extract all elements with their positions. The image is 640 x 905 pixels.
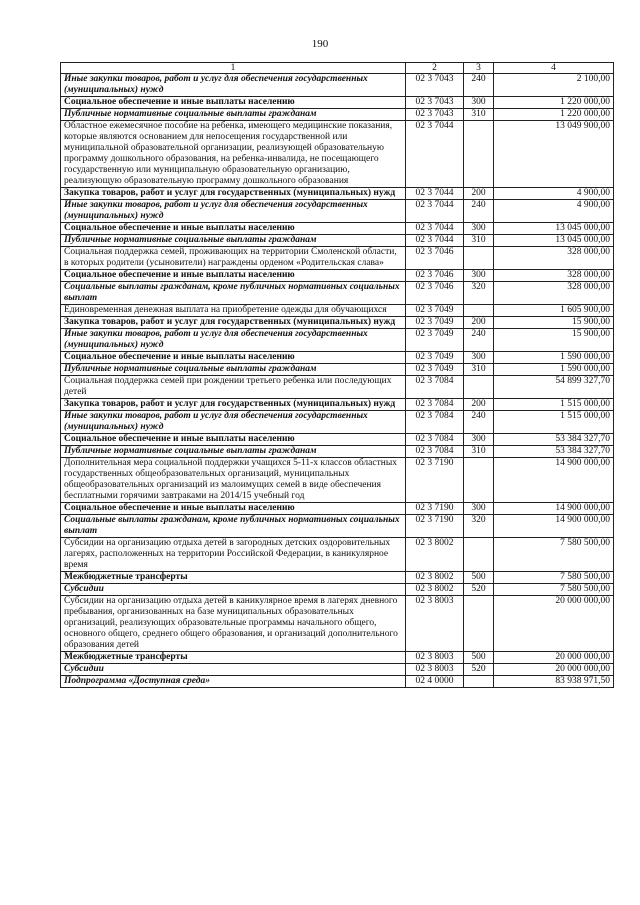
row-type: 300	[464, 503, 494, 515]
budget-table	[60, 62, 614, 688]
row-code: 02 3 7049	[406, 305, 464, 317]
row-type	[464, 376, 494, 399]
row-code: 02 3 7043	[406, 109, 464, 121]
row-sum: 83 938 971,50	[494, 676, 614, 688]
row-sum: 20 000 000,00	[494, 664, 614, 676]
row-type: 300	[464, 97, 494, 109]
table-row	[61, 399, 614, 411]
row-name: Закупка товаров, работ и услуг для государственных (муниципальных) нужд	[61, 399, 406, 411]
row-name: Социальное обеспечение и иные выплаты населению	[61, 223, 406, 235]
table-row	[61, 270, 614, 282]
row-sum: 13 045 000,00	[494, 235, 614, 247]
table-row	[61, 364, 614, 376]
table-row	[61, 664, 614, 676]
row-name: Дополнительная мера социальной поддержки учащихся 5-11-х классов областных государственных общеобразовательных организаций, муниципальных общеобразовательных организаций из малоимущих семей в виде обеспечения бесплатными горячими завтраками на 2014/15 учебный год	[61, 458, 406, 503]
row-name: Социальное обеспечение и иные выплаты населению	[61, 270, 406, 282]
row-sum: 7 580 500,00	[494, 572, 614, 584]
table-header	[61, 63, 614, 74]
row-name: Иные закупки товаров, работ и услуг для обеспечения государственных (муниципальных) нужд	[61, 74, 406, 97]
row-code: 02 3 7084	[406, 399, 464, 411]
row-code: 02 3 7044	[406, 223, 464, 235]
table-row	[61, 305, 614, 317]
table-row	[61, 317, 614, 329]
row-sum: 20 000 000,00	[494, 596, 614, 652]
row-name: Социальное обеспечение и иные выплаты населению	[61, 352, 406, 364]
row-code: 02 3 7084	[406, 446, 464, 458]
row-name: Субсидии	[61, 664, 406, 676]
row-code: 02 3 7044	[406, 235, 464, 247]
row-name: Единовременная денежная выплата на приобретение одежды для обучающихся	[61, 305, 406, 317]
table-row	[61, 247, 614, 270]
table-row	[61, 458, 614, 503]
row-name: Закупка товаров, работ и услуг для государственных (муниципальных) нужд	[61, 317, 406, 329]
table-body	[61, 74, 614, 688]
row-code: 02 3 7043	[406, 97, 464, 109]
row-sum: 4 900,00	[494, 200, 614, 223]
row-sum: 14 900 000,00	[494, 515, 614, 538]
row-sum: 53 384 327,70	[494, 446, 614, 458]
row-type	[464, 305, 494, 317]
table-row	[61, 74, 614, 97]
row-sum: 1 220 000,00	[494, 97, 614, 109]
header-col-4: 4	[494, 63, 614, 74]
row-name: Публичные нормативные социальные выплаты гражданам	[61, 364, 406, 376]
row-code: 02 4 0000	[406, 676, 464, 688]
row-type: 300	[464, 434, 494, 446]
table-row	[61, 572, 614, 584]
row-name: Социальная поддержка семей, проживающих на территории Смоленской области, в которых родители (усыновители) награждены орденом «Родительская слава»	[61, 247, 406, 270]
row-sum: 20 000 000,00	[494, 652, 614, 664]
row-sum: 2 100,00	[494, 74, 614, 97]
row-type: 500	[464, 652, 494, 664]
table-row	[61, 200, 614, 223]
table-row	[61, 503, 614, 515]
row-sum: 15 900,00	[494, 317, 614, 329]
row-name: Социальное обеспечение и иные выплаты населению	[61, 503, 406, 515]
row-sum: 7 580 500,00	[494, 538, 614, 572]
header-col-1: 1	[61, 63, 406, 74]
row-name: Социальное обеспечение и иные выплаты населению	[61, 434, 406, 446]
row-sum: 1 515 000,00	[494, 411, 614, 434]
row-code: 02 3 7190	[406, 458, 464, 503]
row-code: 02 3 8003	[406, 664, 464, 676]
row-sum: 13 049 900,00	[494, 121, 614, 188]
row-code: 02 3 7046	[406, 270, 464, 282]
table-row	[61, 538, 614, 572]
row-code: 02 3 7044	[406, 121, 464, 188]
row-type	[464, 596, 494, 652]
row-code: 02 3 8003	[406, 596, 464, 652]
row-sum: 13 045 000,00	[494, 223, 614, 235]
row-name: Закупка товаров, работ и услуг для государственных (муниципальных) нужд	[61, 188, 406, 200]
row-sum: 54 899 327,70	[494, 376, 614, 399]
row-sum: 1 515 000,00	[494, 399, 614, 411]
row-type: 300	[464, 270, 494, 282]
row-name: Социальное обеспечение и иные выплаты населению	[61, 97, 406, 109]
row-type: 240	[464, 411, 494, 434]
row-code: 02 3 7049	[406, 364, 464, 376]
row-type: 310	[464, 364, 494, 376]
table-row	[61, 121, 614, 188]
row-type: 200	[464, 399, 494, 411]
header-row	[61, 63, 614, 74]
row-name: Публичные нормативные социальные выплаты гражданам	[61, 235, 406, 247]
row-type: 300	[464, 352, 494, 364]
row-sum: 7 580 500,00	[494, 584, 614, 596]
row-type	[464, 121, 494, 188]
row-type: 240	[464, 200, 494, 223]
row-name: Социальные выплаты гражданам, кроме публичных нормативных социальных выплат	[61, 515, 406, 538]
row-name: Субсидии на организацию отдыха детей в загородных детских оздоровительных лагерях, расположенных на территории Российской Федерации, в каникулярное время	[61, 538, 406, 572]
row-sum: 328 000,00	[494, 270, 614, 282]
row-type	[464, 538, 494, 572]
row-code: 02 3 7049	[406, 329, 464, 352]
row-type: 200	[464, 188, 494, 200]
row-type: 500	[464, 572, 494, 584]
row-code: 02 3 7046	[406, 282, 464, 305]
row-name: Областное ежемесячное пособие на ребенка, имеющего медицинские показания, которые являются основанием для непосещения государственной или муниципальной образовательной организации, реализующей образовательную программу дошкольного образования, на ребенка-инвалида, не посещающего государственную или муниципальную образовательную организацию, реализующую образовательную программу дошкольного образования	[61, 121, 406, 188]
row-type: 320	[464, 515, 494, 538]
row-sum: 1 590 000,00	[494, 352, 614, 364]
row-type: 320	[464, 282, 494, 305]
row-code: 02 3 7084	[406, 411, 464, 434]
row-sum: 14 900 000,00	[494, 503, 614, 515]
row-type: 200	[464, 317, 494, 329]
table-row	[61, 223, 614, 235]
table-row	[61, 652, 614, 664]
row-name: Межбюджетные трансферты	[61, 572, 406, 584]
header-col-2: 2	[406, 63, 464, 74]
table-row	[61, 235, 614, 247]
row-name: Социальная поддержка семей при рождении третьего ребенка или последующих детей	[61, 376, 406, 399]
row-sum: 4 900,00	[494, 188, 614, 200]
table-row	[61, 411, 614, 434]
row-sum: 53 384 327,70	[494, 434, 614, 446]
row-code: 02 3 7049	[406, 317, 464, 329]
row-sum: 15 900,00	[494, 329, 614, 352]
row-name: Публичные нормативные социальные выплаты гражданам	[61, 446, 406, 458]
row-name: Социальные выплаты гражданам, кроме публичных нормативных социальных выплат	[61, 282, 406, 305]
table-row	[61, 584, 614, 596]
table-row	[61, 676, 614, 688]
row-code: 02 3 8002	[406, 584, 464, 596]
row-type	[464, 676, 494, 688]
row-type	[464, 247, 494, 270]
table-row	[61, 515, 614, 538]
row-sum: 14 900 000,00	[494, 458, 614, 503]
row-sum: 328 000,00	[494, 282, 614, 305]
row-type: 310	[464, 109, 494, 121]
row-code: 02 3 7084	[406, 434, 464, 446]
row-type: 300	[464, 223, 494, 235]
table-row	[61, 329, 614, 352]
row-name: Субсидии	[61, 584, 406, 596]
row-code: 02 3 7049	[406, 352, 464, 364]
row-name: Иные закупки товаров, работ и услуг для обеспечения государственных (муниципальных) нужд	[61, 200, 406, 223]
row-type	[464, 458, 494, 503]
table-row	[61, 188, 614, 200]
row-code: 02 3 7044	[406, 200, 464, 223]
table-row	[61, 434, 614, 446]
row-code: 02 3 7190	[406, 515, 464, 538]
row-code: 02 3 7084	[406, 376, 464, 399]
row-type: 310	[464, 446, 494, 458]
row-code: 02 3 7043	[406, 74, 464, 97]
table-row	[61, 596, 614, 652]
row-type: 310	[464, 235, 494, 247]
row-code: 02 3 8003	[406, 652, 464, 664]
row-type: 520	[464, 664, 494, 676]
row-sum: 1 220 000,00	[494, 109, 614, 121]
row-name: Публичные нормативные социальные выплаты гражданам	[61, 109, 406, 121]
table-row	[61, 376, 614, 399]
table-row	[61, 352, 614, 364]
row-sum: 1 590 000,00	[494, 364, 614, 376]
table-row	[61, 446, 614, 458]
table-row	[61, 282, 614, 305]
row-name: Межбюджетные трансферты	[61, 652, 406, 664]
row-code: 02 3 8002	[406, 538, 464, 572]
row-type: 240	[464, 329, 494, 352]
page-number: 190	[311, 38, 329, 50]
row-name: Субсидии на организацию отдыха детей в каникулярное время в лагерях дневного пребывания, организованных на базе муниципальных образовательных организаций, реализующих образовательные программы начального общего, основного общего, среднего общего образования, и организаций дополнительного образования детей	[61, 596, 406, 652]
table-row	[61, 97, 614, 109]
row-code: 02 3 7190	[406, 503, 464, 515]
row-sum: 1 605 900,00	[494, 305, 614, 317]
row-type: 240	[464, 74, 494, 97]
row-name: Иные закупки товаров, работ и услуг для обеспечения государственных (муниципальных) нужд	[61, 329, 406, 352]
row-name: Иные закупки товаров, работ и услуг для обеспечения государственных (муниципальных) нужд	[61, 411, 406, 434]
row-sum: 328 000,00	[494, 247, 614, 270]
row-type: 520	[464, 584, 494, 596]
row-code: 02 3 8002	[406, 572, 464, 584]
row-code: 02 3 7046	[406, 247, 464, 270]
table-row	[61, 109, 614, 121]
row-name: Подпрограмма «Доступная среда»	[61, 676, 406, 688]
row-code: 02 3 7044	[406, 188, 464, 200]
header-col-3: 3	[464, 63, 494, 74]
